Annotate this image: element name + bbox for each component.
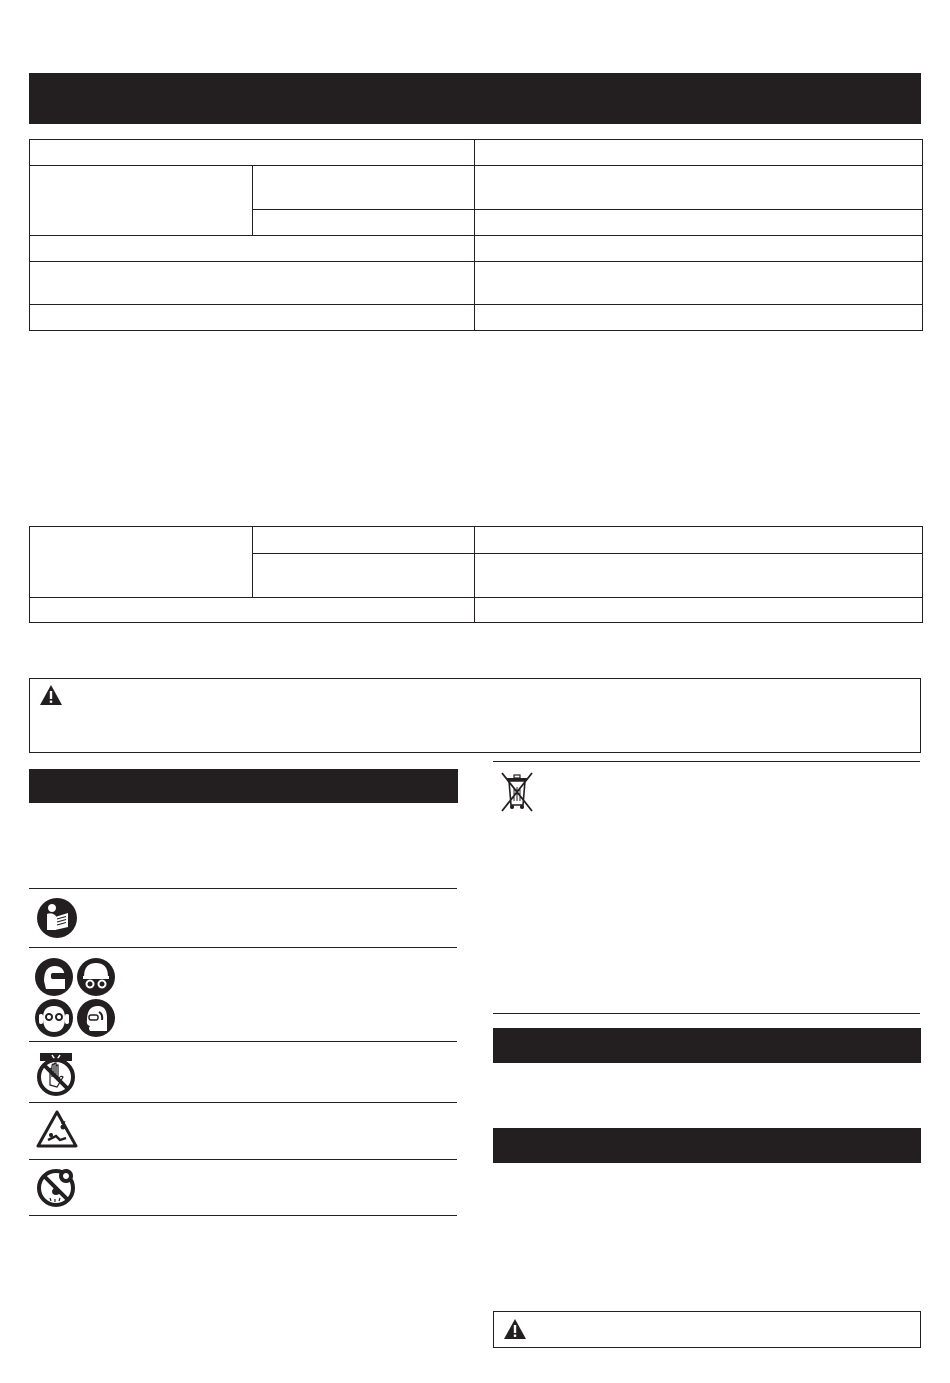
spec-value-cell: [475, 236, 923, 262]
spec-value-cell: [475, 305, 923, 331]
do-not-expose-to-water-icon: [34, 1165, 78, 1209]
specifications-table: [29, 139, 923, 331]
spec-value-cell: [475, 598, 923, 623]
spec-label-cell: [30, 305, 475, 331]
falling-object-warning-icon: [36, 1110, 78, 1148]
warning-triangle-icon: [503, 1318, 527, 1340]
spec-value-cell: [475, 166, 923, 210]
divider: [493, 761, 920, 762]
spec-sublabel-cell: [253, 527, 475, 554]
section-header-bar-symbols: [29, 769, 458, 803]
divider: [29, 1215, 457, 1216]
warning-triangle-icon: [39, 684, 63, 706]
safety-glasses-icon: [34, 957, 74, 997]
divider: [29, 1102, 457, 1103]
section-header-bar-safety-warnings: [493, 1128, 921, 1163]
divider: [493, 1013, 920, 1014]
noise-vibration-table: [29, 526, 923, 623]
spec-value-cell: [475, 262, 923, 305]
spec-value-cell: [475, 554, 923, 598]
spec-label-cell: [30, 140, 475, 166]
face-shield-icon: [76, 998, 116, 1038]
divider: [29, 1159, 457, 1160]
spec-sublabel-cell: [253, 554, 475, 598]
helmet-icon: [76, 957, 116, 997]
spec-sublabel-cell: [253, 210, 475, 236]
spec-label-cell: [30, 598, 475, 623]
spec-group-label-cell: [30, 527, 253, 598]
spec-label-cell: [30, 262, 475, 305]
spec-label-cell: [30, 236, 475, 262]
read-manual-icon: [36, 897, 78, 939]
spec-value-cell: [475, 527, 923, 554]
divider: [29, 1041, 457, 1042]
section-header-bar-specifications: [29, 73, 921, 124]
divider: [29, 947, 457, 948]
ear-muffs-icon: [34, 998, 74, 1038]
spec-value-cell: [475, 140, 923, 166]
spec-group-label-cell: [30, 166, 253, 236]
keep-hands-away-icon: [34, 1049, 78, 1097]
spec-value-cell: [475, 210, 923, 236]
spec-sublabel-cell: [253, 166, 475, 210]
warning-notice-box: [29, 678, 921, 753]
crossed-out-wheelie-bin-icon: [498, 769, 536, 813]
divider: [29, 888, 457, 889]
warning-notice-box: [493, 1311, 921, 1348]
section-header-bar-intended-use: [493, 1028, 921, 1063]
